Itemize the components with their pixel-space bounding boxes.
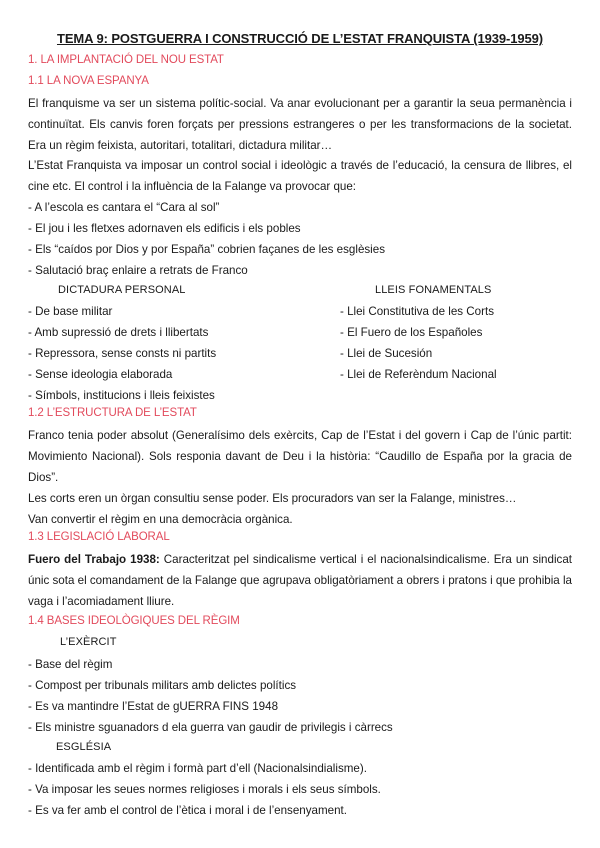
column-title-dictadura: DICTADURA PERSONAL xyxy=(58,284,186,296)
list-item: - Els ministre sguanadors d ela guerra van gaudir de privilegis i càrrecs xyxy=(28,721,393,734)
fuero-text: Caracteritzat pel sindicalisme vertical i el nacionalsindicalisme. Era un sindicat únic sota el comandament de la Falange que agrupava obligatòriament a obrers i pratons i que prohibia la vaga i l’acomiadament lliure. xyxy=(28,553,572,608)
section-heading-implantacio: 1. LA IMPLANTACIÓ DEL NOU ESTAT xyxy=(28,54,224,66)
list-item: - Es va mantindre l’Estat de gUERRA FINS 1948 xyxy=(28,700,279,713)
list-item: - Sense ideologia elaborada xyxy=(28,368,173,381)
list-item: - Compost per tribunals militars amb delictes polítics xyxy=(28,679,297,692)
subsection-heading-legislacio: 1.3 LEGISLACIÓ LABORAL xyxy=(28,531,170,543)
subsection-heading-nova-espanya: 1.1 LA NOVA ESPANYA xyxy=(28,75,149,87)
list-item: - Base del règim xyxy=(28,658,113,671)
group-title-exercit: L’EXÈRCIT xyxy=(60,636,117,648)
paragraph-control-social: L’Estat Franquista va imposar un control social i ideològic a través de l’educació, la censura de llibres, el cine etc. El control i la influència de la Falange va provocar que: xyxy=(28,159,572,193)
list-item: - De base militar xyxy=(28,305,113,318)
paragraph-fuero-trabajo xyxy=(28,549,572,612)
list-item: - Símbols, institucions i lleis feixistes xyxy=(28,389,215,402)
list-item: - El Fuero de los Españoles xyxy=(340,326,483,339)
list-item: - Llei de Referèndum Nacional xyxy=(340,368,497,381)
list-item: - Llei Constitutiva de les Corts xyxy=(340,305,495,318)
list-item: - Els “caídos por Dios y por España” cobrien façanes de les esglèsies xyxy=(28,243,386,256)
list-item: - Identificada amb el règim i formà part d’ell (Nacionalsindialisme). xyxy=(28,762,367,775)
list-item: - A l’escola es cantara el “Cara al sol” xyxy=(28,201,220,214)
paragraph-franquisme: El franquisme va ser un sistema polític-social. Va anar evolucionant per a garantir la seua permanència i continuïtat. Els canvis foren forçats per pressions estrangeres o per les transformacions de la societat. Era un règim feixista, autoritari, totalitari, dictadura militar… xyxy=(28,97,572,152)
paragraph-corts: Les corts eren un òrgan consultiu sense poder. Els procuradors van ser la Falange, ministres… xyxy=(28,492,517,505)
list-item: - Es va fer amb el control de l’ètica i moral i de l’ensenyament. xyxy=(28,804,347,817)
paragraph-franco-poder: Franco tenia poder absolut (Generalísimo dels exèrcits, Cap de l’Estat i del govern i Cap de l’únic partit: Movimiento Nacional). Sols responia davant de Deu i la història: “Caudillo de España por la gracia de Dios”. xyxy=(28,429,572,484)
subsection-heading-bases: 1.4 BASES IDEOLÒGIQUES DEL RÈGIM xyxy=(28,615,240,627)
group-title-esglesia: ESGLÉSIA xyxy=(56,741,112,753)
document-title: TEMA 9: POSTGUERRA I CONSTRUCCIÓ DE L’ESTAT FRANQUISTA (1939-1959) xyxy=(56,31,543,46)
subsection-heading-estructura: 1.2 L’ESTRUCTURA DE L’ESTAT xyxy=(28,407,197,419)
list-item: - Salutació braç enlaire a retrats de Franco xyxy=(28,264,248,277)
paragraph-democracia-organica: Van convertir el règim en una democràcia orgànica. xyxy=(28,513,293,526)
fuero-label: Fuero del Trabajo 1938: xyxy=(28,553,160,566)
list-item: - Repressora, sense consts ni partits xyxy=(28,347,217,360)
column-title-lleis: LLEIS FONAMENTALS xyxy=(375,284,492,296)
list-item: - Llei de Sucesión xyxy=(340,347,433,360)
list-item: - El jou i les fletxes adornaven els edificis i els pobles xyxy=(28,222,301,235)
list-item: - Amb supressió de drets i llibertats xyxy=(28,326,209,339)
list-item: - Va imposar les seues normes religioses i morals i els seus símbols. xyxy=(28,783,381,796)
